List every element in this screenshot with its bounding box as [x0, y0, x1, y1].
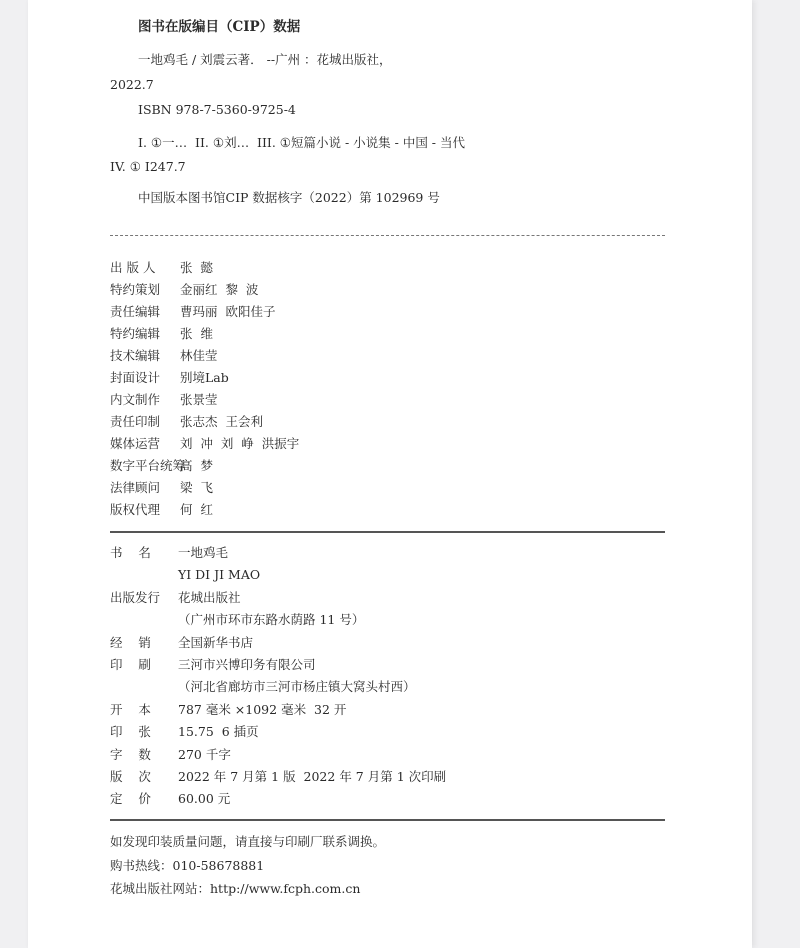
row-label: 内文制作: [110, 392, 161, 407]
cip-isbn: ISBN 978-7-5360-9725-4: [138, 102, 296, 117]
cip-classification: IV. ① I247.7: [110, 159, 186, 174]
row-value: 15.75 6 插页: [178, 724, 259, 740]
row-label: 法律顾问: [110, 480, 161, 495]
divider: [110, 531, 665, 533]
row-label: 技术编辑: [110, 348, 161, 363]
row-label: 定 价: [110, 791, 151, 807]
row-value: 张 懿: [180, 260, 213, 275]
row-label: 封面设计: [110, 370, 161, 385]
row-label: 特约编辑: [110, 326, 161, 341]
row-label: 出版发行: [110, 589, 161, 605]
row-label: 印 刷: [110, 657, 151, 672]
row-value: 刘 冲 刘 峥 洪振宇: [180, 436, 300, 451]
row-label: 版 次: [110, 769, 151, 784]
row-value: 一地鸡毛: [178, 545, 229, 560]
row-value: 别境Lab: [180, 370, 229, 385]
row-value: 梁 飞: [180, 480, 213, 495]
row-label: 经 销: [110, 634, 151, 650]
row-value: YI DI JI MAO: [178, 567, 261, 583]
row-value: 曹玛丽 欧阳佳子: [180, 304, 276, 319]
hotline: 购书热线：010-58678881: [110, 858, 265, 873]
row-value: （广州市环市东路水荫路 11 号）: [178, 612, 365, 628]
row-value: 三河市兴博印务有限公司: [178, 657, 316, 672]
row-label: 版权代理: [110, 502, 161, 517]
row-value: 787 毫米 ×1092 毫米 32 开: [178, 701, 347, 717]
quality-notice: 如发现印装质量问题，请直接与印刷厂联系调换。: [110, 834, 386, 849]
row-value: 花城出版社: [178, 589, 241, 605]
cip-line: 2022.7: [110, 77, 154, 92]
cip-record-number: 中国版本图书馆CIP 数据核字（2022）第 102969 号: [138, 190, 440, 205]
cip-title: 图书在版编目（CIP）数据: [138, 19, 301, 35]
row-value: 高 梦: [180, 458, 213, 473]
row-value: 金丽红 黎 波: [180, 282, 259, 297]
row-label: 媒体运营: [110, 436, 161, 451]
cip-line: 一地鸡毛 / 刘震云著． --广州 ：花城出版社，: [138, 52, 392, 67]
copyright-page: [28, 0, 752, 948]
row-label: 数字平台统筹: [110, 458, 186, 473]
row-value: （河北省廊坊市三河市杨庄镇大窝头村西）: [178, 679, 416, 695]
website: 花城出版社网站：http://www.fcph.com.cn: [110, 881, 361, 896]
row-value: 张景莹: [180, 392, 218, 407]
row-label: 特约策划: [110, 282, 161, 297]
row-value: 张 维: [180, 326, 213, 341]
row-label: 字 数: [110, 746, 151, 762]
row-label: 责任印制: [110, 414, 161, 429]
row-label: 书 名: [110, 545, 151, 560]
row-value: 60.00 元: [178, 791, 231, 807]
dotted-divider: [110, 235, 665, 236]
row-value: 林佳莹: [180, 348, 218, 363]
row-label: 印 张: [110, 724, 151, 740]
row-label: 责任编辑: [110, 304, 161, 319]
row-label: 出 版 人: [110, 260, 156, 275]
row-label: 开 本: [110, 701, 151, 717]
row-value: 2022 年 7 月第 1 版 2022 年 7 月第 1 次印刷: [178, 769, 447, 784]
row-value: 张志杰 王会利: [180, 414, 263, 429]
divider: [110, 819, 665, 821]
row-value: 全国新华书店: [178, 634, 254, 650]
cip-classification: I. ①一… II. ①刘… III. ①短篇小说 - 小说集 - 中国 - 当代: [138, 135, 465, 150]
row-value: 何 红: [180, 502, 213, 517]
row-value: 270 千字: [178, 746, 231, 762]
